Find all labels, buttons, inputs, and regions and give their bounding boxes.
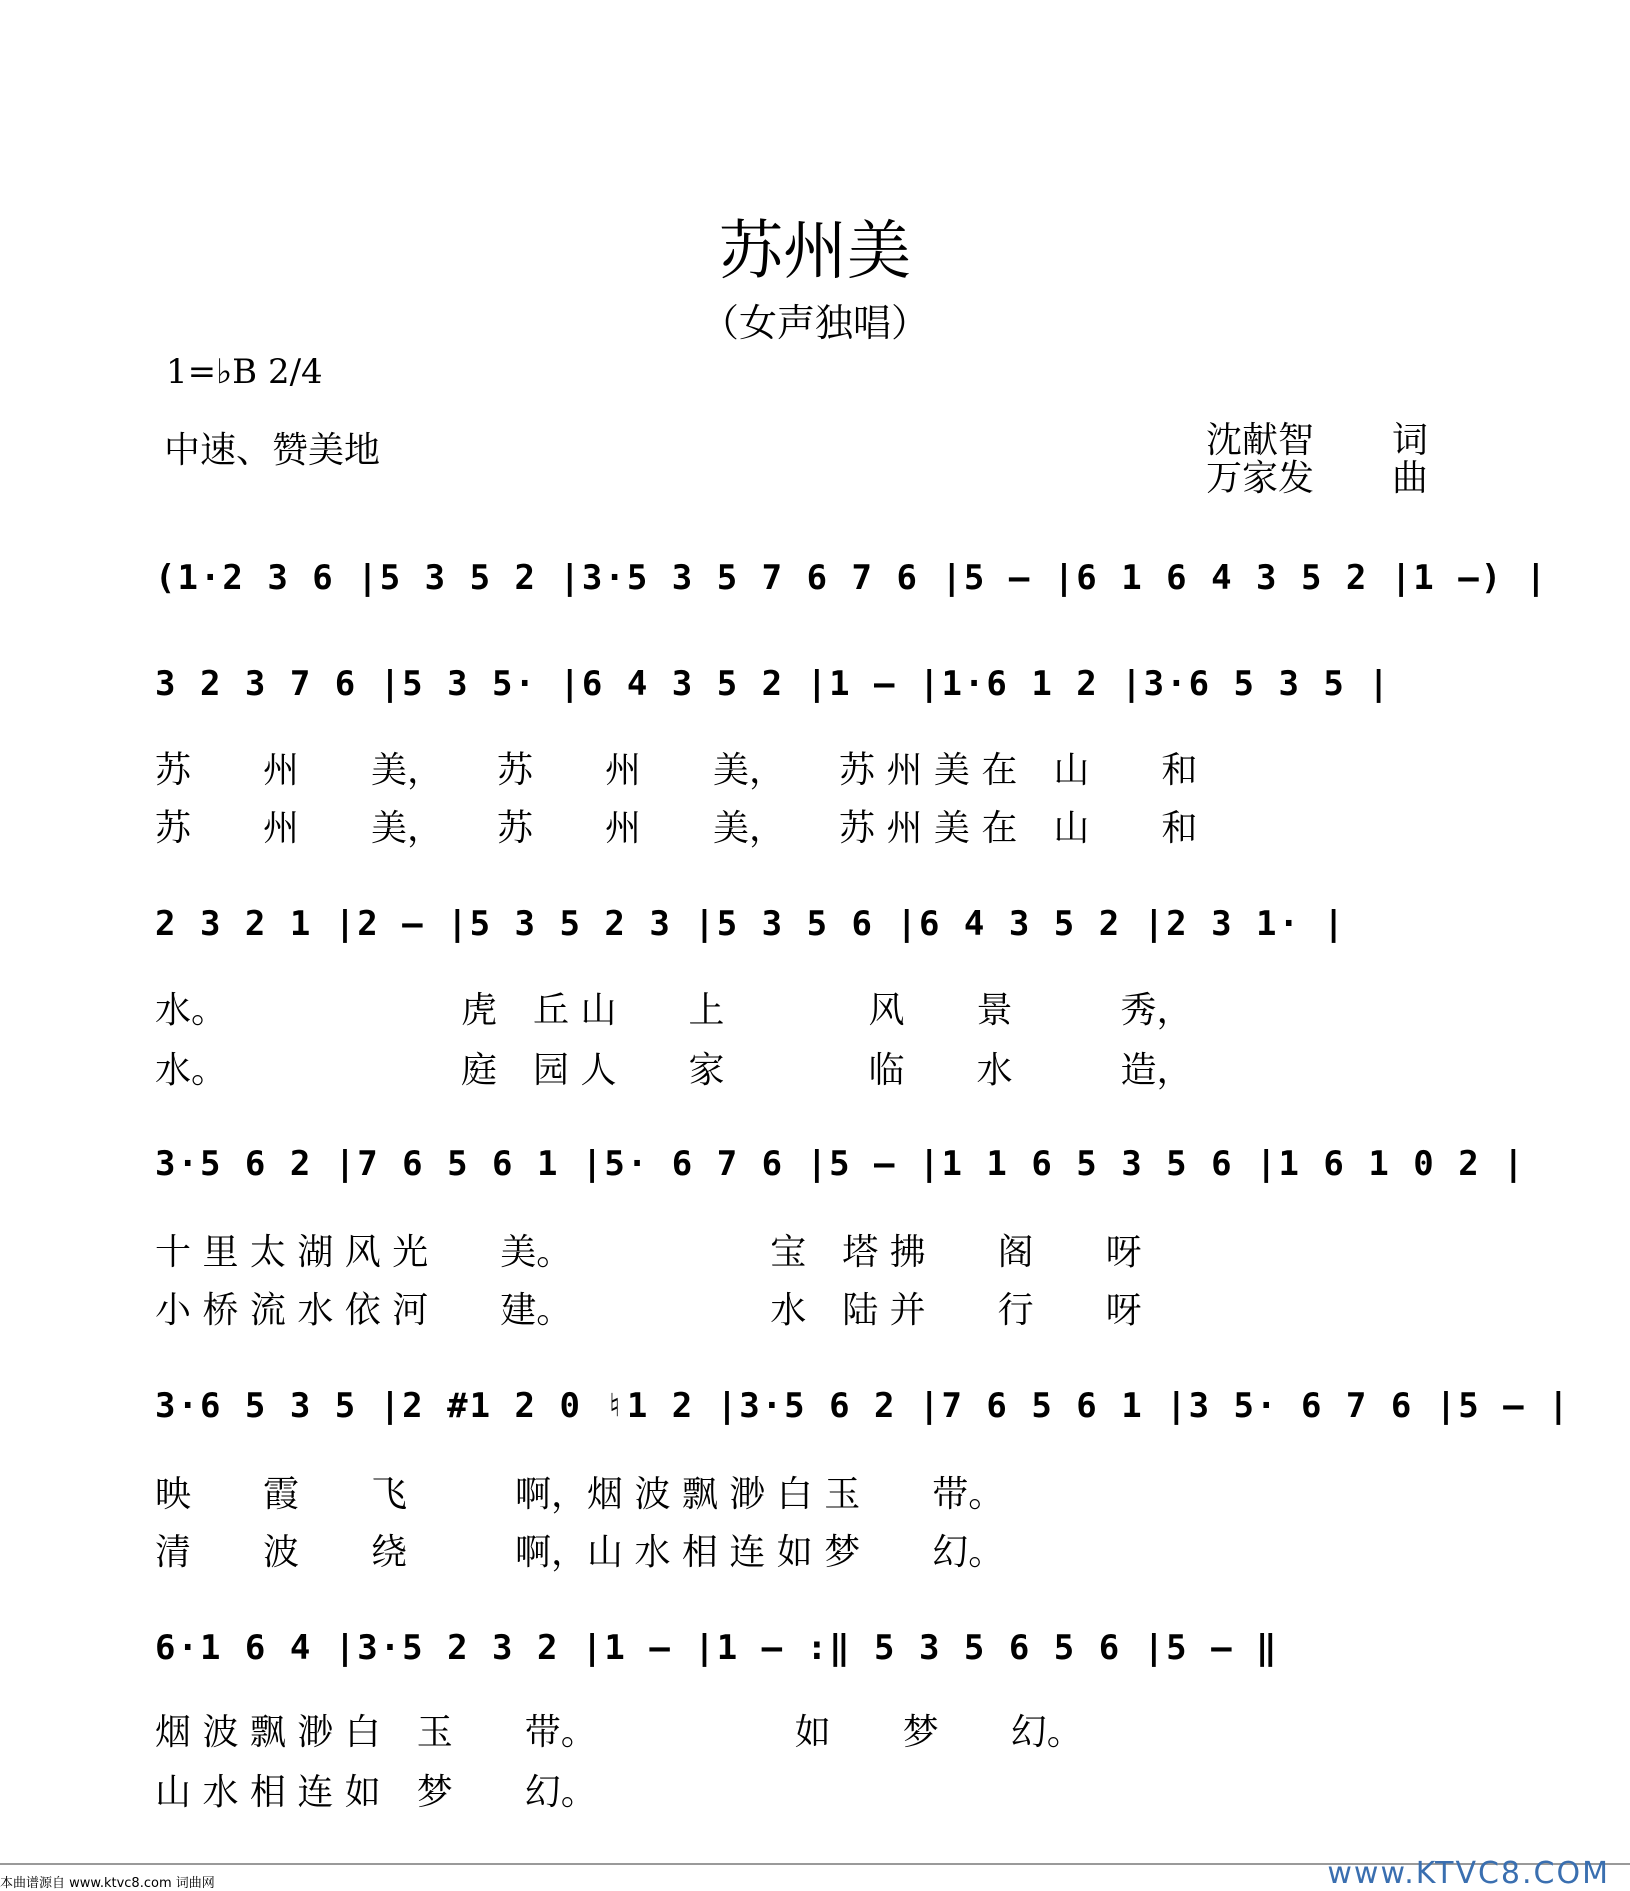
key-signature: 1=♭B 2/4 [166, 352, 323, 392]
tempo-marking: 中速、赞美地 [164, 430, 381, 471]
lyric-verse-1-line-3: 水。 虎 丘 山 上 风 景 秀， [155, 990, 1193, 1031]
footer-watermark: www.KTVC8.COM [1327, 1856, 1610, 1891]
lyricist-name: 沈献智 [1206, 420, 1315, 461]
composer-role: 曲 [1392, 458, 1429, 499]
lyricist-role: 词 [1392, 420, 1429, 461]
lyric-verse-2-line-3: 水。 庭 园 人 家 临 水 造， [155, 1050, 1193, 1091]
notation-system-6: 6·1 6 4 |3·5 2 3 2 |1 – |1 – :‖ 5 3 5 6 5 6 |5 – ‖ [155, 1628, 1279, 1668]
lyric-verse-2-line-5: 清 波 绕 啊，山 水 相 连 如 梦 幻。 [155, 1532, 1005, 1573]
lyric-verse-1-line-4: 十 里 太 湖 风 光 美。 宝 塔 拂 阁 呀 [155, 1232, 1142, 1273]
composer-name: 万家发 [1206, 458, 1315, 499]
song-subtitle: （女声独唱） [700, 301, 929, 345]
lyric-verse-1-line-6: 烟 波 飘 渺 白 玉 带。 如 梦 幻。 [155, 1712, 1083, 1753]
footer-source-text: 本曲谱源自 www.ktvc8.com 词曲网 [0, 1876, 215, 1891]
notation-system-2: 3 2 3 7 6 |5 3 5· |6 4 3 5 2 |1 – |1·6 1 2 |3·6 5 3 5 | [155, 664, 1391, 704]
lyric-verse-2-line-4: 小 桥 流 水 依 河 建。 水 陆 并 行 呀 [155, 1290, 1142, 1331]
lyric-verse-2-line-6: 山 水 相 连 如 梦 幻。 [155, 1772, 597, 1813]
notation-system-5: 3·6 5 3 5 |2 #1 2 0 ♮1 2 |3·5 6 2 |7 6 5 6 1 |3 5· 6 7 6 |5 – | [155, 1386, 1571, 1426]
notation-system-4: 3·5 6 2 |7 6 5 6 1 |5· 6 7 6 |5 – |1 1 6 5 3 5 6 |1 6 1 0 2 | [155, 1144, 1526, 1184]
lyric-verse-2-line-2: 苏 州 美， 苏 州 美， 苏 州 美 在 山 和 [155, 808, 1198, 849]
notation-system-3: 2 3 2 1 |2 – |5 3 5 2 3 |5 3 5 6 |6 4 3 5 2 |2 3 1· | [155, 904, 1346, 944]
song-title: 苏州美 [719, 215, 911, 289]
lyric-verse-1-line-2: 苏 州 美， 苏 州 美， 苏 州 美 在 山 和 [155, 750, 1198, 791]
notation-system-1: (1·2 3 6 |5 3 5 2 |3·5 3 5 7 6 7 6 |5 – |6 1 6 4 3 5 2 |1 –) | [155, 558, 1549, 598]
lyric-verse-1-line-5: 映 霞 飞 啊，烟 波 飘 渺 白 玉 带。 [155, 1474, 1005, 1515]
